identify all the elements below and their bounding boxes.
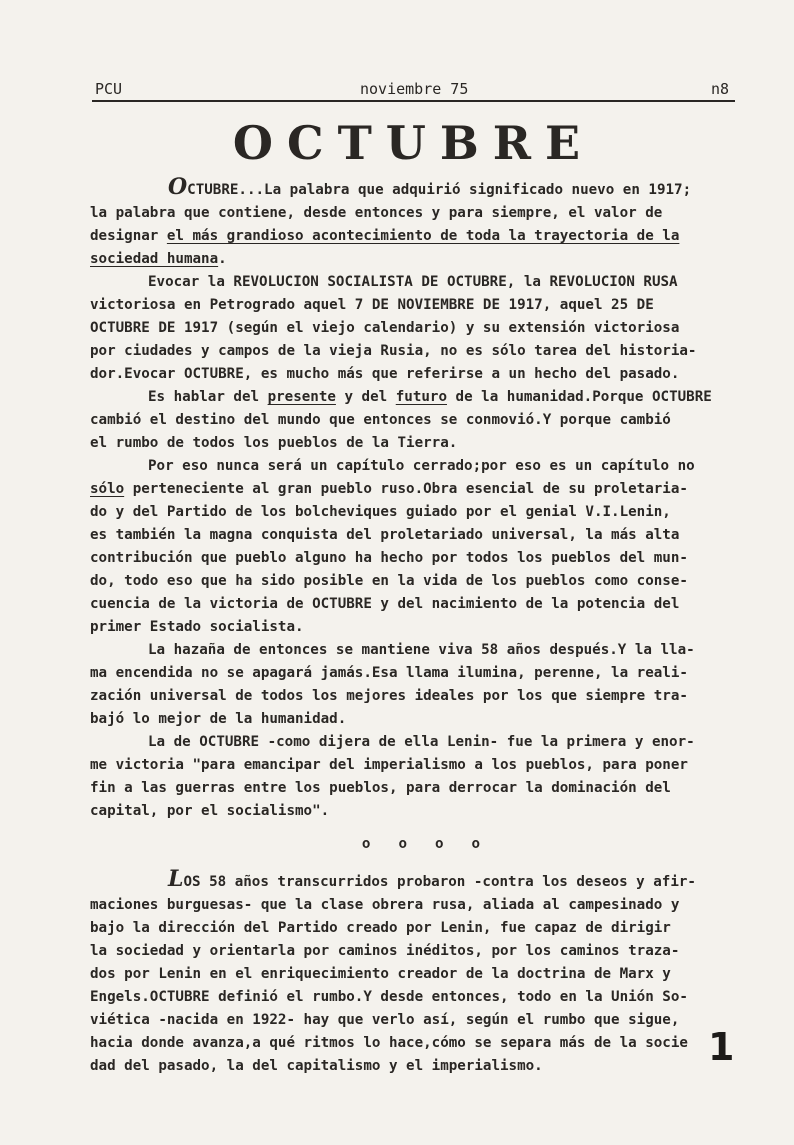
p3-text: Es hablar del: [148, 389, 268, 405]
p7-line-1: OS 58 años transcurridos probaron -contra los deseos y afir-: [183, 874, 696, 890]
p2-line: victoriosa en Petrogrado aquel 7 DE NOVIEMBRE DE 1917, aquel 25 DE: [90, 297, 654, 313]
p6-line: La de OCTUBRE -como dijera de ella Lenin- fue la primera y enor-: [148, 734, 695, 750]
p2-line: Evocar la REVOLUCION SOCIALISTA DE OCTUBRE, la REVOLUCION RUSA: [148, 274, 678, 290]
header-date: noviembre 75: [360, 80, 469, 98]
p2-line: dor.Evocar OCTUBRE, es mucho más que referirse a un hecho del pasado.: [90, 366, 680, 382]
p3-text: de la humanidad.Porque OCTUBRE: [446, 389, 712, 405]
p3-underlined-presente: presente: [267, 389, 336, 405]
p6-line: capital, por el socialismo".: [90, 803, 330, 819]
p4-line: cuencia de la victoria de OCTUBRE y del nacimiento de la potencia del: [90, 596, 680, 612]
paragraph-7: [90, 868, 750, 1078]
article-body: [90, 176, 750, 1078]
p2-line: OCTUBRE DE 1917 (según el viejo calendario) y su extensión victoriosa: [90, 320, 680, 336]
p4-line: es también la magna conquista del proletariado universal, la más alta: [90, 527, 680, 543]
p4-line: primer Estado socialista.: [90, 619, 304, 635]
p3-underlined-futuro: futuro: [395, 389, 447, 405]
p7-line: dad del pasado, la del capitalismo y el imperialismo.: [90, 1058, 543, 1074]
p4-line: contribución que pueblo alguno ha hecho por todos los pueblos del mun-: [90, 550, 688, 566]
p4-underlined-solo: sólo: [90, 481, 125, 497]
section-separator: oooo: [361, 836, 509, 852]
p4-line: do, todo eso que ha sido posible en la vida de los pueblos como conse-: [90, 573, 688, 589]
header-issue-number: n8: [710, 80, 729, 98]
p1-line-3b: el más grandioso acontecimiento de toda la trayectoria de la: [166, 228, 680, 244]
paragraph-3: [90, 386, 750, 455]
p4-line-2: perteneciente al gran pueblo ruso.Obra esencial de su proletaria-: [124, 481, 688, 497]
p2-line: por ciudades y campos de la vieja Rusia, no es sólo tarea del historia-: [90, 343, 697, 359]
p6-line: me victoria "para emancipar del imperialismo a los pueblos, para poner: [90, 757, 688, 773]
paragraph-2: [90, 271, 750, 386]
p5-line: bajó lo mejor de la humanidad.: [90, 711, 347, 727]
p1-line-4-end: .: [218, 251, 227, 267]
p1-line-2: la palabra que contiene, desde entonces y para siempre, el valor de: [90, 205, 663, 221]
dropcap-l: L: [168, 866, 184, 892]
p7-line: Engels.OCTUBRE definió el rumbo.Y desde entonces, todo en la Unión So-: [90, 989, 688, 1005]
p7-line: dos por Lenin en el enriquecimiento creador de la doctrina de Marx y: [90, 966, 671, 982]
p4-line: do y del Partido de los bolcheviques guiado por el genial V.I.Lenin,: [90, 504, 671, 520]
page-title: OCTUBRE: [232, 116, 595, 170]
paragraph-5: [90, 639, 750, 731]
paragraph-4: [90, 455, 750, 639]
p7-line: maciones burguesas- que la clase obrera rusa, aliada al campesinado y: [90, 897, 680, 913]
p1-line-1: CTUBRE...La palabra que adquirió significado nuevo en 1917;: [187, 182, 692, 198]
header-organization: PCU: [95, 80, 123, 98]
p4-line-1: Por eso nunca será un capítulo cerrado;por eso es un capítulo no: [148, 458, 695, 474]
p1-line-3a: designar: [90, 228, 167, 244]
paragraph-6: [90, 731, 750, 823]
p6-line: fin a las guerras entre los pueblos, para derrocar la dominación del: [90, 780, 671, 796]
p3-text: y del: [335, 389, 396, 405]
paragraph-1: [90, 176, 750, 271]
p5-line: La hazaña de entonces se mantiene viva 58 años después.Y la lla-: [148, 642, 695, 658]
dropcap-o: O: [168, 174, 188, 200]
page-header: [92, 80, 735, 102]
p3-line-2: cambió el destino del mundo que entonces se conmovió.Y porque cambió: [90, 412, 671, 428]
p7-line: hacia donde avanza,a qué ritmos lo hace,cómo se separa más de la socie: [90, 1035, 688, 1051]
p3-line-3: el rumbo de todos los pueblos de la Tierra.: [90, 435, 458, 451]
p5-line: zación universal de todos los mejores ideales por los que siempre tra-: [90, 688, 688, 704]
p1-line-4: sociedad humana: [90, 251, 219, 267]
p7-line: bajo la dirección del Partido creado por Lenin, fue capaz de dirigir: [90, 920, 671, 936]
p7-line: viética -nacida en 1922- hay que verlo así, según el rumbo que sigue,: [90, 1012, 680, 1028]
page-number: 1: [708, 1025, 735, 1069]
p7-line: la sociedad y orientarla por caminos inéditos, por los caminos traza-: [90, 943, 680, 959]
p5-line: ma encendida no se apagará jamás.Esa llama ilumina, perenne, la reali-: [90, 665, 688, 681]
